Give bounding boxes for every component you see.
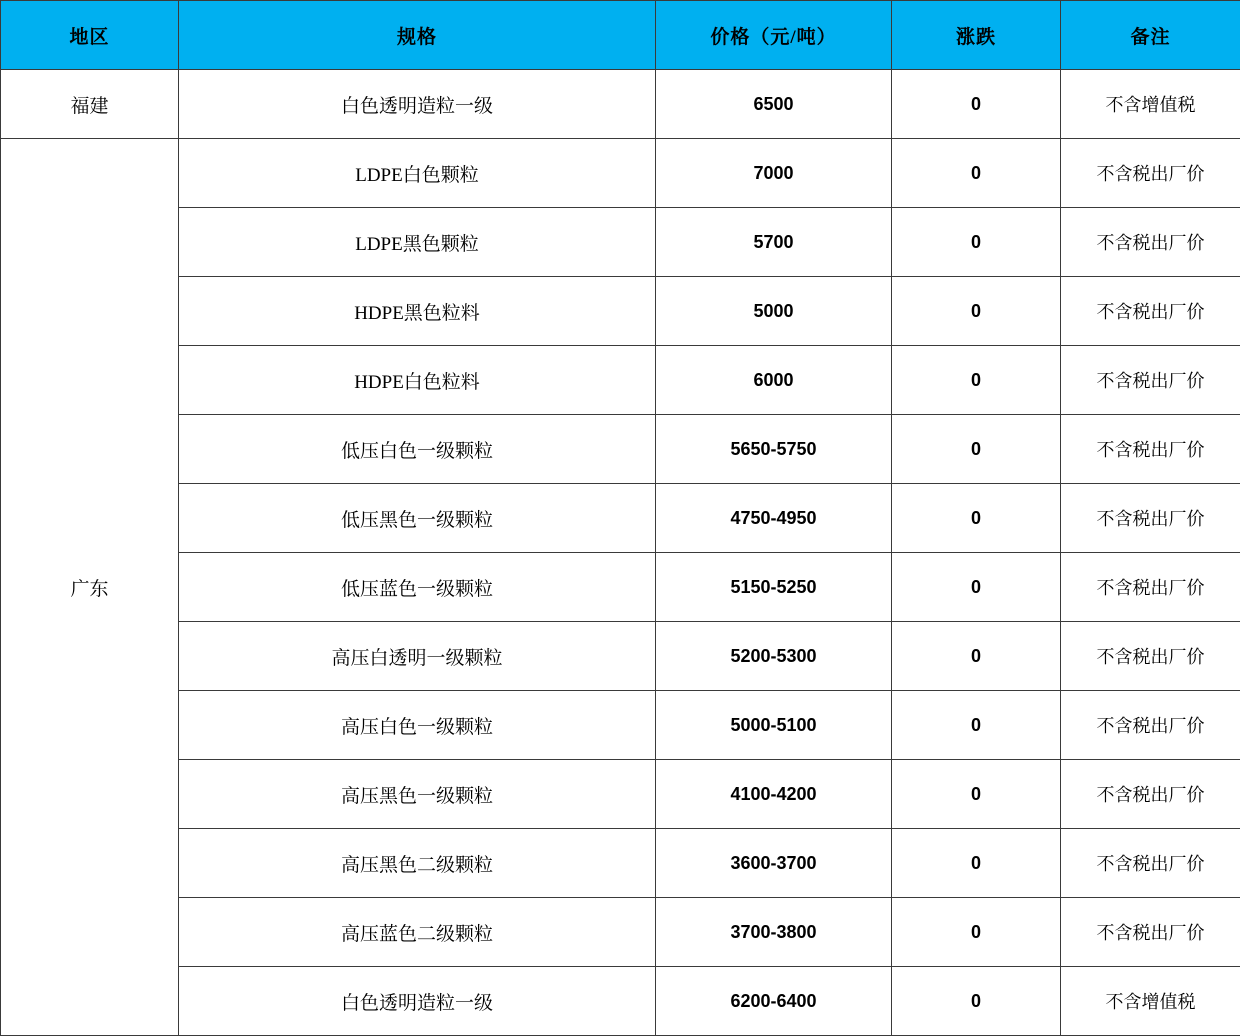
cell-spec: LDPE白色颗粒 [179, 139, 656, 208]
cell-remark: 不含税出厂价 [1061, 139, 1240, 208]
cell-change: 0 [892, 829, 1061, 898]
table-row [1, 967, 1240, 1036]
table-row [1, 415, 1240, 484]
column-header-remark: 备注 [1061, 1, 1240, 70]
table-row [1, 70, 1240, 139]
cell-change: 0 [892, 898, 1061, 967]
cell-remark: 不含税出厂价 [1061, 898, 1240, 967]
cell-price: 5200-5300 [656, 622, 892, 691]
cell-remark: 不含增值税 [1061, 967, 1240, 1036]
cell-price: 5150-5250 [656, 553, 892, 622]
cell-spec: HDPE黑色粒料 [179, 277, 656, 346]
cell-change: 0 [892, 967, 1061, 1036]
table-body [1, 70, 1240, 1036]
cell-remark: 不含税出厂价 [1061, 415, 1240, 484]
cell-remark: 不含税出厂价 [1061, 277, 1240, 346]
table-row [1, 691, 1240, 760]
cell-change: 0 [892, 208, 1061, 277]
table-row [1, 277, 1240, 346]
table-row [1, 484, 1240, 553]
cell-region: 广东 [1, 139, 179, 1036]
cell-spec: LDPE黑色颗粒 [179, 208, 656, 277]
cell-spec: HDPE白色粒料 [179, 346, 656, 415]
cell-spec: 高压黑色二级颗粒 [179, 829, 656, 898]
table-header-row [1, 1, 1240, 70]
cell-spec: 高压白透明一级颗粒 [179, 622, 656, 691]
cell-remark: 不含税出厂价 [1061, 208, 1240, 277]
cell-price: 5000-5100 [656, 691, 892, 760]
table-row [1, 898, 1240, 967]
cell-spec: 高压黑色一级颗粒 [179, 760, 656, 829]
cell-price: 6200-6400 [656, 967, 892, 1036]
cell-change: 0 [892, 553, 1061, 622]
cell-remark: 不含税出厂价 [1061, 484, 1240, 553]
table-row [1, 208, 1240, 277]
cell-price: 5000 [656, 277, 892, 346]
cell-change: 0 [892, 346, 1061, 415]
cell-price: 7000 [656, 139, 892, 208]
cell-spec: 低压黑色一级颗粒 [179, 484, 656, 553]
cell-change: 0 [892, 139, 1061, 208]
table-row [1, 346, 1240, 415]
cell-remark: 不含税出厂价 [1061, 553, 1240, 622]
cell-price: 3700-3800 [656, 898, 892, 967]
cell-region: 福建 [1, 70, 179, 139]
column-header-region: 地区 [1, 1, 179, 70]
table-row [1, 139, 1240, 208]
column-header-price: 价格（元/吨） [656, 1, 892, 70]
cell-spec: 白色透明造粒一级 [179, 70, 656, 139]
cell-change: 0 [892, 691, 1061, 760]
cell-spec: 低压蓝色一级颗粒 [179, 553, 656, 622]
cell-price: 3600-3700 [656, 829, 892, 898]
cell-spec: 高压蓝色二级颗粒 [179, 898, 656, 967]
column-header-change: 涨跌 [892, 1, 1061, 70]
cell-spec: 高压白色一级颗粒 [179, 691, 656, 760]
cell-price: 6000 [656, 346, 892, 415]
table-row [1, 760, 1240, 829]
cell-price: 6500 [656, 70, 892, 139]
cell-price: 5700 [656, 208, 892, 277]
cell-change: 0 [892, 760, 1061, 829]
cell-change: 0 [892, 415, 1061, 484]
cell-price: 5650-5750 [656, 415, 892, 484]
column-header-spec: 规格 [179, 1, 656, 70]
table-row [1, 622, 1240, 691]
table-row [1, 553, 1240, 622]
cell-change: 0 [892, 70, 1061, 139]
table-header [1, 1, 1240, 70]
cell-price: 4100-4200 [656, 760, 892, 829]
cell-change: 0 [892, 484, 1061, 553]
cell-spec: 白色透明造粒一级 [179, 967, 656, 1036]
cell-remark: 不含税出厂价 [1061, 829, 1240, 898]
cell-change: 0 [892, 277, 1061, 346]
cell-remark: 不含税出厂价 [1061, 346, 1240, 415]
cell-price: 4750-4950 [656, 484, 892, 553]
cell-spec: 低压白色一级颗粒 [179, 415, 656, 484]
cell-remark: 不含税出厂价 [1061, 622, 1240, 691]
table-row [1, 829, 1240, 898]
cell-remark: 不含税出厂价 [1061, 691, 1240, 760]
cell-change: 0 [892, 622, 1061, 691]
cell-remark: 不含增值税 [1061, 70, 1240, 139]
cell-remark: 不含税出厂价 [1061, 760, 1240, 829]
